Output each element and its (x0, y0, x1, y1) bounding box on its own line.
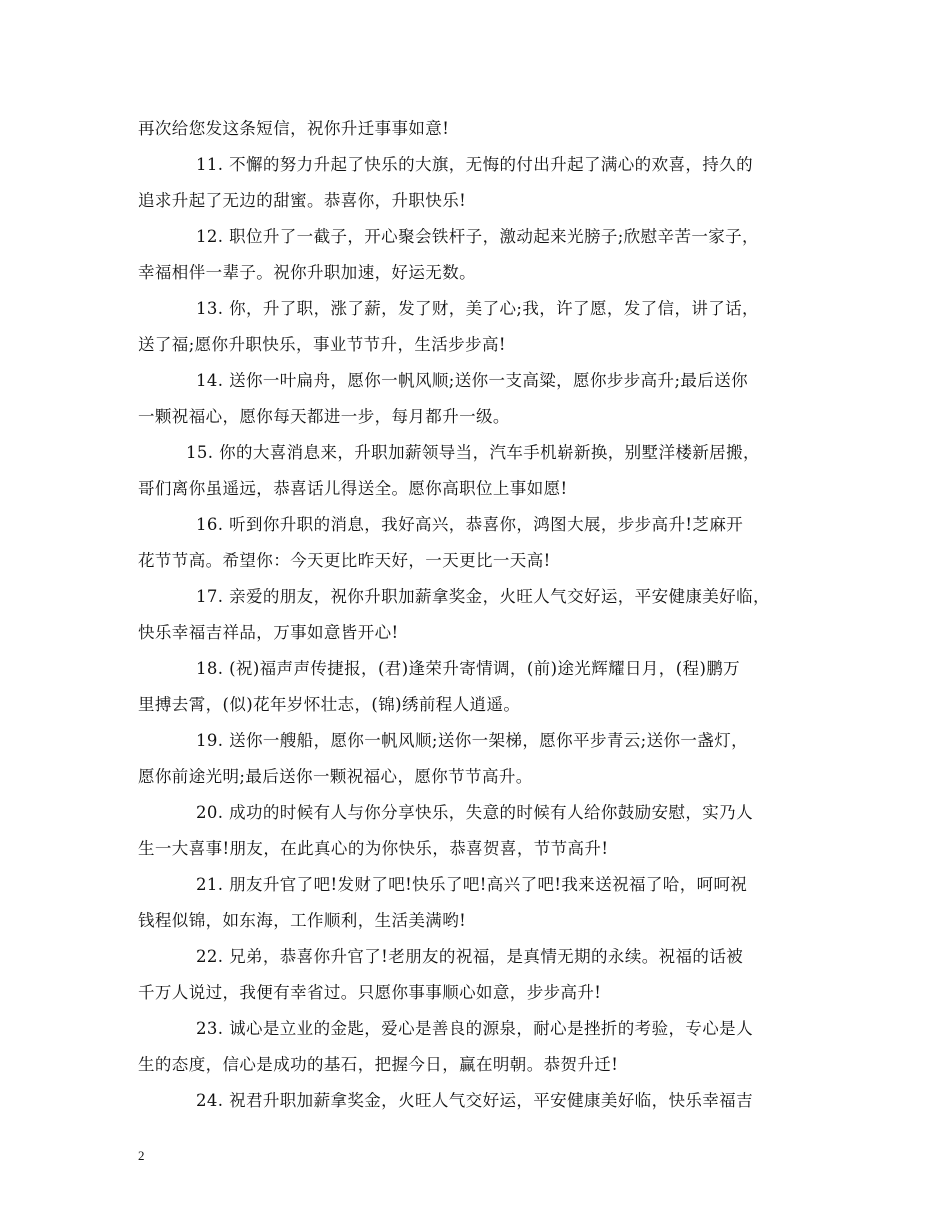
text-line: 追求升起了无边的甜蜜。恭喜你，升职快乐! (138, 191, 467, 210)
text-line: 15. 你的大喜消息来，升职加薪领导当，汽车手机崭新换，别墅洋楼新居搬， (186, 443, 760, 462)
text-line: 13. 你，升了职，涨了薪，发了财，美了心;我，许了愿，发了信，讲了话， (196, 299, 759, 318)
text-line: 22. 兄弟，恭喜你升官了!老朋友的祝福，是真情无期的永续。祝福的话被 (196, 947, 744, 966)
text-line: 生一大喜事!朋友，在此真心的为你快乐，恭喜贺喜，节节高升! (138, 839, 609, 858)
text-line: 11. 不懈的努力升起了快乐的大旗，无悔的付出升起了满心的欢喜，持久的 (196, 155, 753, 174)
text-line: 送了福;愿你升职快乐，事业节节升，生活步步高! (138, 335, 506, 354)
text-line: 钱程似锦，如东海，工作顺利，生活美满哟! (138, 911, 467, 930)
text-line: 愿你前途光明;最后送你一颗祝福心，愿你节节高升。 (138, 767, 533, 786)
text-line: 18. (祝)福声声传捷报，(君)逢荣升寄情调，(前)途光辉耀日月，(程)鹏万 (196, 659, 741, 678)
text-line: 21. 朋友升官了吧!发财了吧!快乐了吧!高兴了吧!我来送祝福了哈，呵呵祝 (196, 875, 748, 894)
text-line: 14. 送你一叶扁舟，愿你一帆风顺;送你一支高粱，愿你步步高升;最后送你 (196, 371, 749, 390)
text-line: 一颗祝福心，愿你每天都进一步，每月都升一级。 (138, 407, 510, 426)
text-line: 20. 成功的时候有人与你分享快乐，失意的时候有人给你鼓励安慰，实乃人 (196, 803, 753, 822)
text-line: 快乐幸福吉祥品，万事如意皆开心! (138, 623, 399, 642)
page-number: 2 (138, 1148, 145, 1163)
text-line: 花节节高。希望你：今天更比昨天好，一天更比一天高! (138, 551, 551, 570)
text-line: 24. 祝君升职加薪拿奖金，火旺人气交好运，平安健康美好临，快乐幸福吉 (196, 1091, 753, 1110)
text-line: 里搏去霄，(似)花年岁怀壮志，(锦)绣前程人逍遥。 (138, 695, 521, 714)
text-line: 生的态度，信心是成功的基石，把握今日，赢在明朝。恭贺升迁! (138, 1055, 619, 1074)
text-line: 16. 听到你升职的消息，我好高兴，恭喜你，鸿图大展，步步高升!芝麻开 (196, 515, 744, 534)
text-line: 23. 诚心是立业的金匙，爱心是善良的源泉，耐心是挫折的考验，专心是人 (196, 1019, 753, 1038)
text-line: 千万人说过，我便有幸省过。只愿你事事顺心如意，步步高升! (138, 983, 602, 1002)
text-line: 幸福相伴一辈子。祝你升职加速，好运无数。 (138, 263, 476, 282)
text-line: 12. 职位升了一截子，开心聚会铁杆子，激动起来光膀子;欣慰辛苦一家子， (196, 227, 759, 246)
text-line: 17. 亲爱的朋友，祝你升职加薪拿奖金，火旺人气交好运，平安健康美好临， (196, 587, 770, 606)
text-line: 19. 送你一艘船，愿你一帆风顺;送你一架梯，愿你平步青云;送你一盏灯， (196, 731, 749, 750)
text-line: 再次给您发这条短信，祝你升迁事事如意! (138, 119, 450, 138)
text-line: 哥们离你虽遥远，恭喜话儿得送全。愿你高职位上事如愿! (138, 479, 568, 498)
